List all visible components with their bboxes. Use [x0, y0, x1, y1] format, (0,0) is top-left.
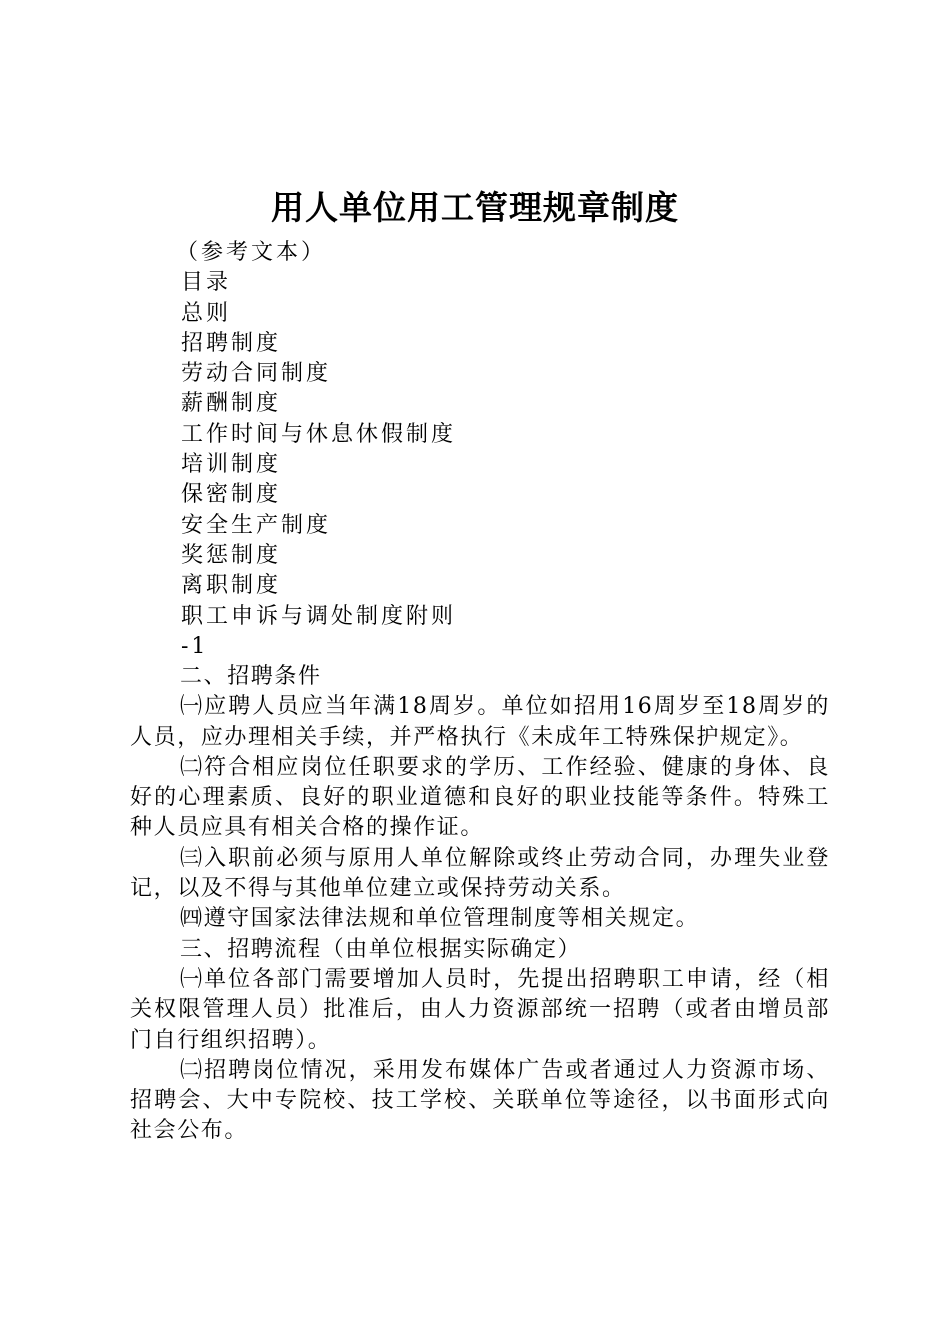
body-paragraph: ㈡符合相应岗位任职要求的学历、工作经验、健康的身体、良好的心理素质、良好的职业道德和良好的职业技能等条件。特殊工种人员应具有相关合格的操作证。 [130, 754, 830, 841]
body-paragraph: ㈢入职前必须与原用人单位解除或终止劳动合同，办理失业登记，以及不得与其他单位建立或保持劳动关系。 [130, 845, 830, 902]
toc-item: 培训制度 [181, 452, 282, 478]
body-paragraph: ㈠应聘人员应当年满18周岁。单位如招用16周岁至18周岁的人员，应办理相关手续，并严格执行《未成年工特殊保护规定》。 [130, 694, 830, 750]
section-heading: 二、招聘条件 [180, 664, 322, 689]
reference-note: （参考文本） [176, 240, 327, 265]
toc-item: 总则 [181, 300, 232, 326]
document-title: 用人单位用工管理规章制度 [271, 188, 679, 227]
toc-heading: 目录 [181, 270, 232, 296]
body-paragraph: ㈡招聘岗位情况，采用发布媒体广告或者通过人力资源市场、招聘会、大中专院校、技工学校、关联单位等途径，以书面形式向社会公布。 [130, 1057, 830, 1144]
toc-item: 薪酬制度 [181, 391, 282, 417]
body-paragraph: ㈣遵守国家法律法规和单位管理制度等相关规定。 [180, 906, 700, 932]
page-marker: -1 [181, 633, 209, 659]
toc-item: 招聘制度 [181, 330, 282, 356]
toc-item: 安全生产制度 [181, 512, 332, 538]
toc-item: 离职制度 [181, 573, 282, 599]
toc-item: 奖惩制度 [181, 542, 282, 568]
body-paragraph: ㈠单位各部门需要增加人员时，先提出招聘职工申请，经（相关权限管理人员）批准后，由人力资源部统一招聘（或者由增员部门自行组织招聘）。 [130, 966, 830, 1053]
table-of-contents [176, 238, 457, 662]
toc-item: 劳动合同制度 [181, 361, 332, 387]
toc-item: 工作时间与休息休假制度 [181, 421, 457, 447]
section-heading: 三、招聘流程（由单位根据实际确定） [180, 936, 582, 962]
toc-item: 保密制度 [181, 482, 282, 508]
toc-item: 职工申诉与调处制度附则 [181, 603, 457, 629]
document-body [130, 662, 830, 1147]
